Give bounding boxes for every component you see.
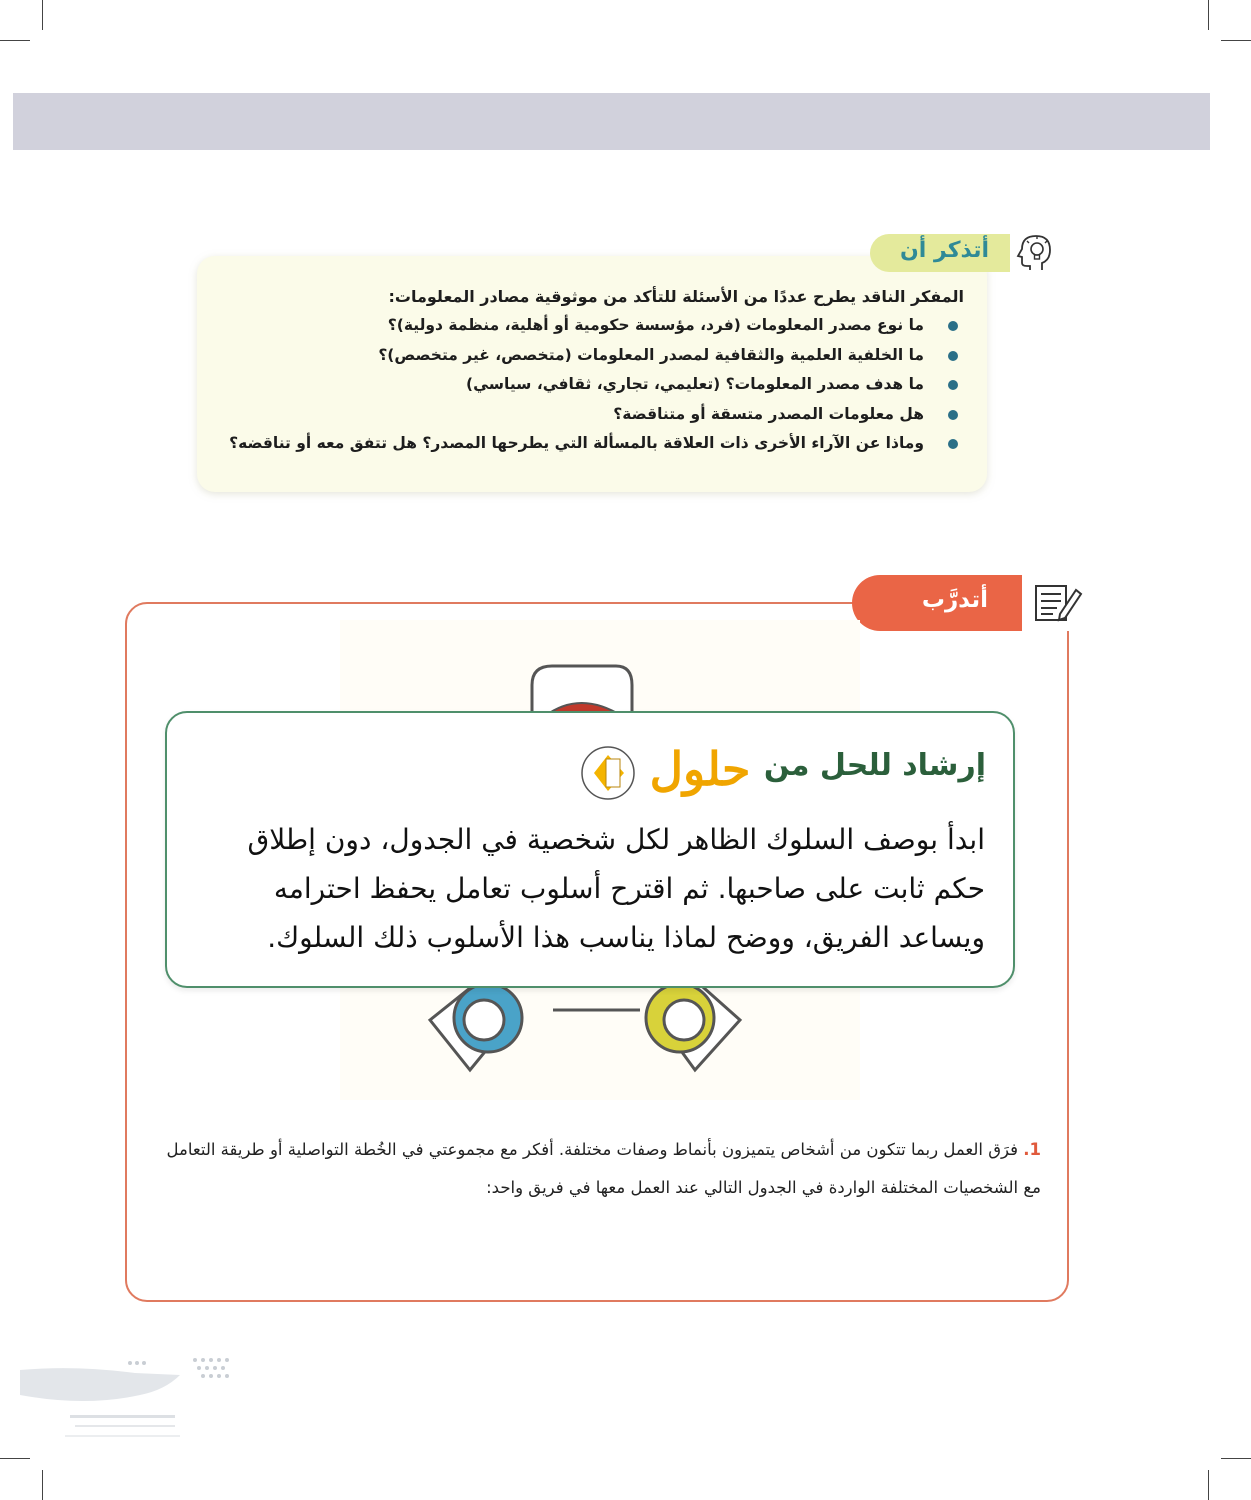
bullet-icon (948, 410, 958, 420)
question-text (161, 1131, 1041, 1207)
list-item: وماذا عن الآراء الأخرى ذات العلاقة بالمسألة التي يطرحها المصدر؟ هل تتفق معه أو تناقضه؟ (204, 434, 964, 464)
crop-mark (1221, 40, 1251, 41)
bullet-icon (948, 321, 958, 331)
crop-mark (1208, 1470, 1209, 1500)
list-item: ما هدف مصدر المعلومات؟ (تعليمي، تجاري، ثقافي، سياسي) (204, 375, 964, 405)
crop-mark (0, 1458, 30, 1459)
crop-mark (0, 40, 30, 41)
crop-mark (42, 0, 43, 30)
hint-title: إرشاد للحل من (763, 748, 986, 783)
list-item: ما الخلفية العلمية والثقافية لمصدر المعلومات (متخصص، غير متخصص)؟ (204, 346, 964, 376)
brand-logo (580, 735, 760, 803)
brand-logo-text: حلول (649, 742, 751, 796)
remember-intro: المفكر الناقد يطرح عددًا من الأسئلة للتأكد من موثوقية مصادر المعلومات: (388, 287, 964, 306)
list-item: ما نوع مصدر المعلومات (فرد، مؤسسة حكومية أو أهلية، منظمة دولية)؟ (204, 316, 964, 346)
notepad-pencil-icon (1030, 580, 1084, 626)
crop-mark (42, 1470, 43, 1500)
crop-mark (1208, 0, 1209, 30)
header-band (13, 93, 1210, 150)
crop-mark (1221, 1458, 1251, 1459)
ministry-logo (15, 1355, 235, 1455)
question-body: فرَق العمل ربما تتكون من أشخاص يتميزون بأنماط وصفات مختلفة. أفكر مع مجموعتي في الخُطة التواصلية أو طريقة التعامل مع الشخصيات المختلفة الواردة في الجدول التالي عند العمل معها في فريق واحد: (166, 1140, 1041, 1197)
remember-title: أتذكر أن (900, 238, 989, 263)
bullet-icon (948, 439, 958, 449)
bullet-icon (948, 351, 958, 361)
remember-list (204, 316, 964, 464)
list-item: هل معلومات المصدر متسقة أو متناقضة؟ (204, 405, 964, 435)
question-number: 1. (1023, 1140, 1041, 1159)
bullet-icon (948, 380, 958, 390)
head-lightbulb-icon (1012, 230, 1058, 276)
hint-body: ابدأ بوصف السلوك الظاهر لكل شخصية في الجدول، دون إطلاق حكم ثابت على صاحبها. ثم اقترح أسلوب تعامل يحفظ احترامه ويساعد الفريق، ووضح لماذا يناسب هذا الأسلوب ذلك السلوك. (247, 823, 985, 954)
practice-title: أتدرَّب (921, 587, 988, 613)
